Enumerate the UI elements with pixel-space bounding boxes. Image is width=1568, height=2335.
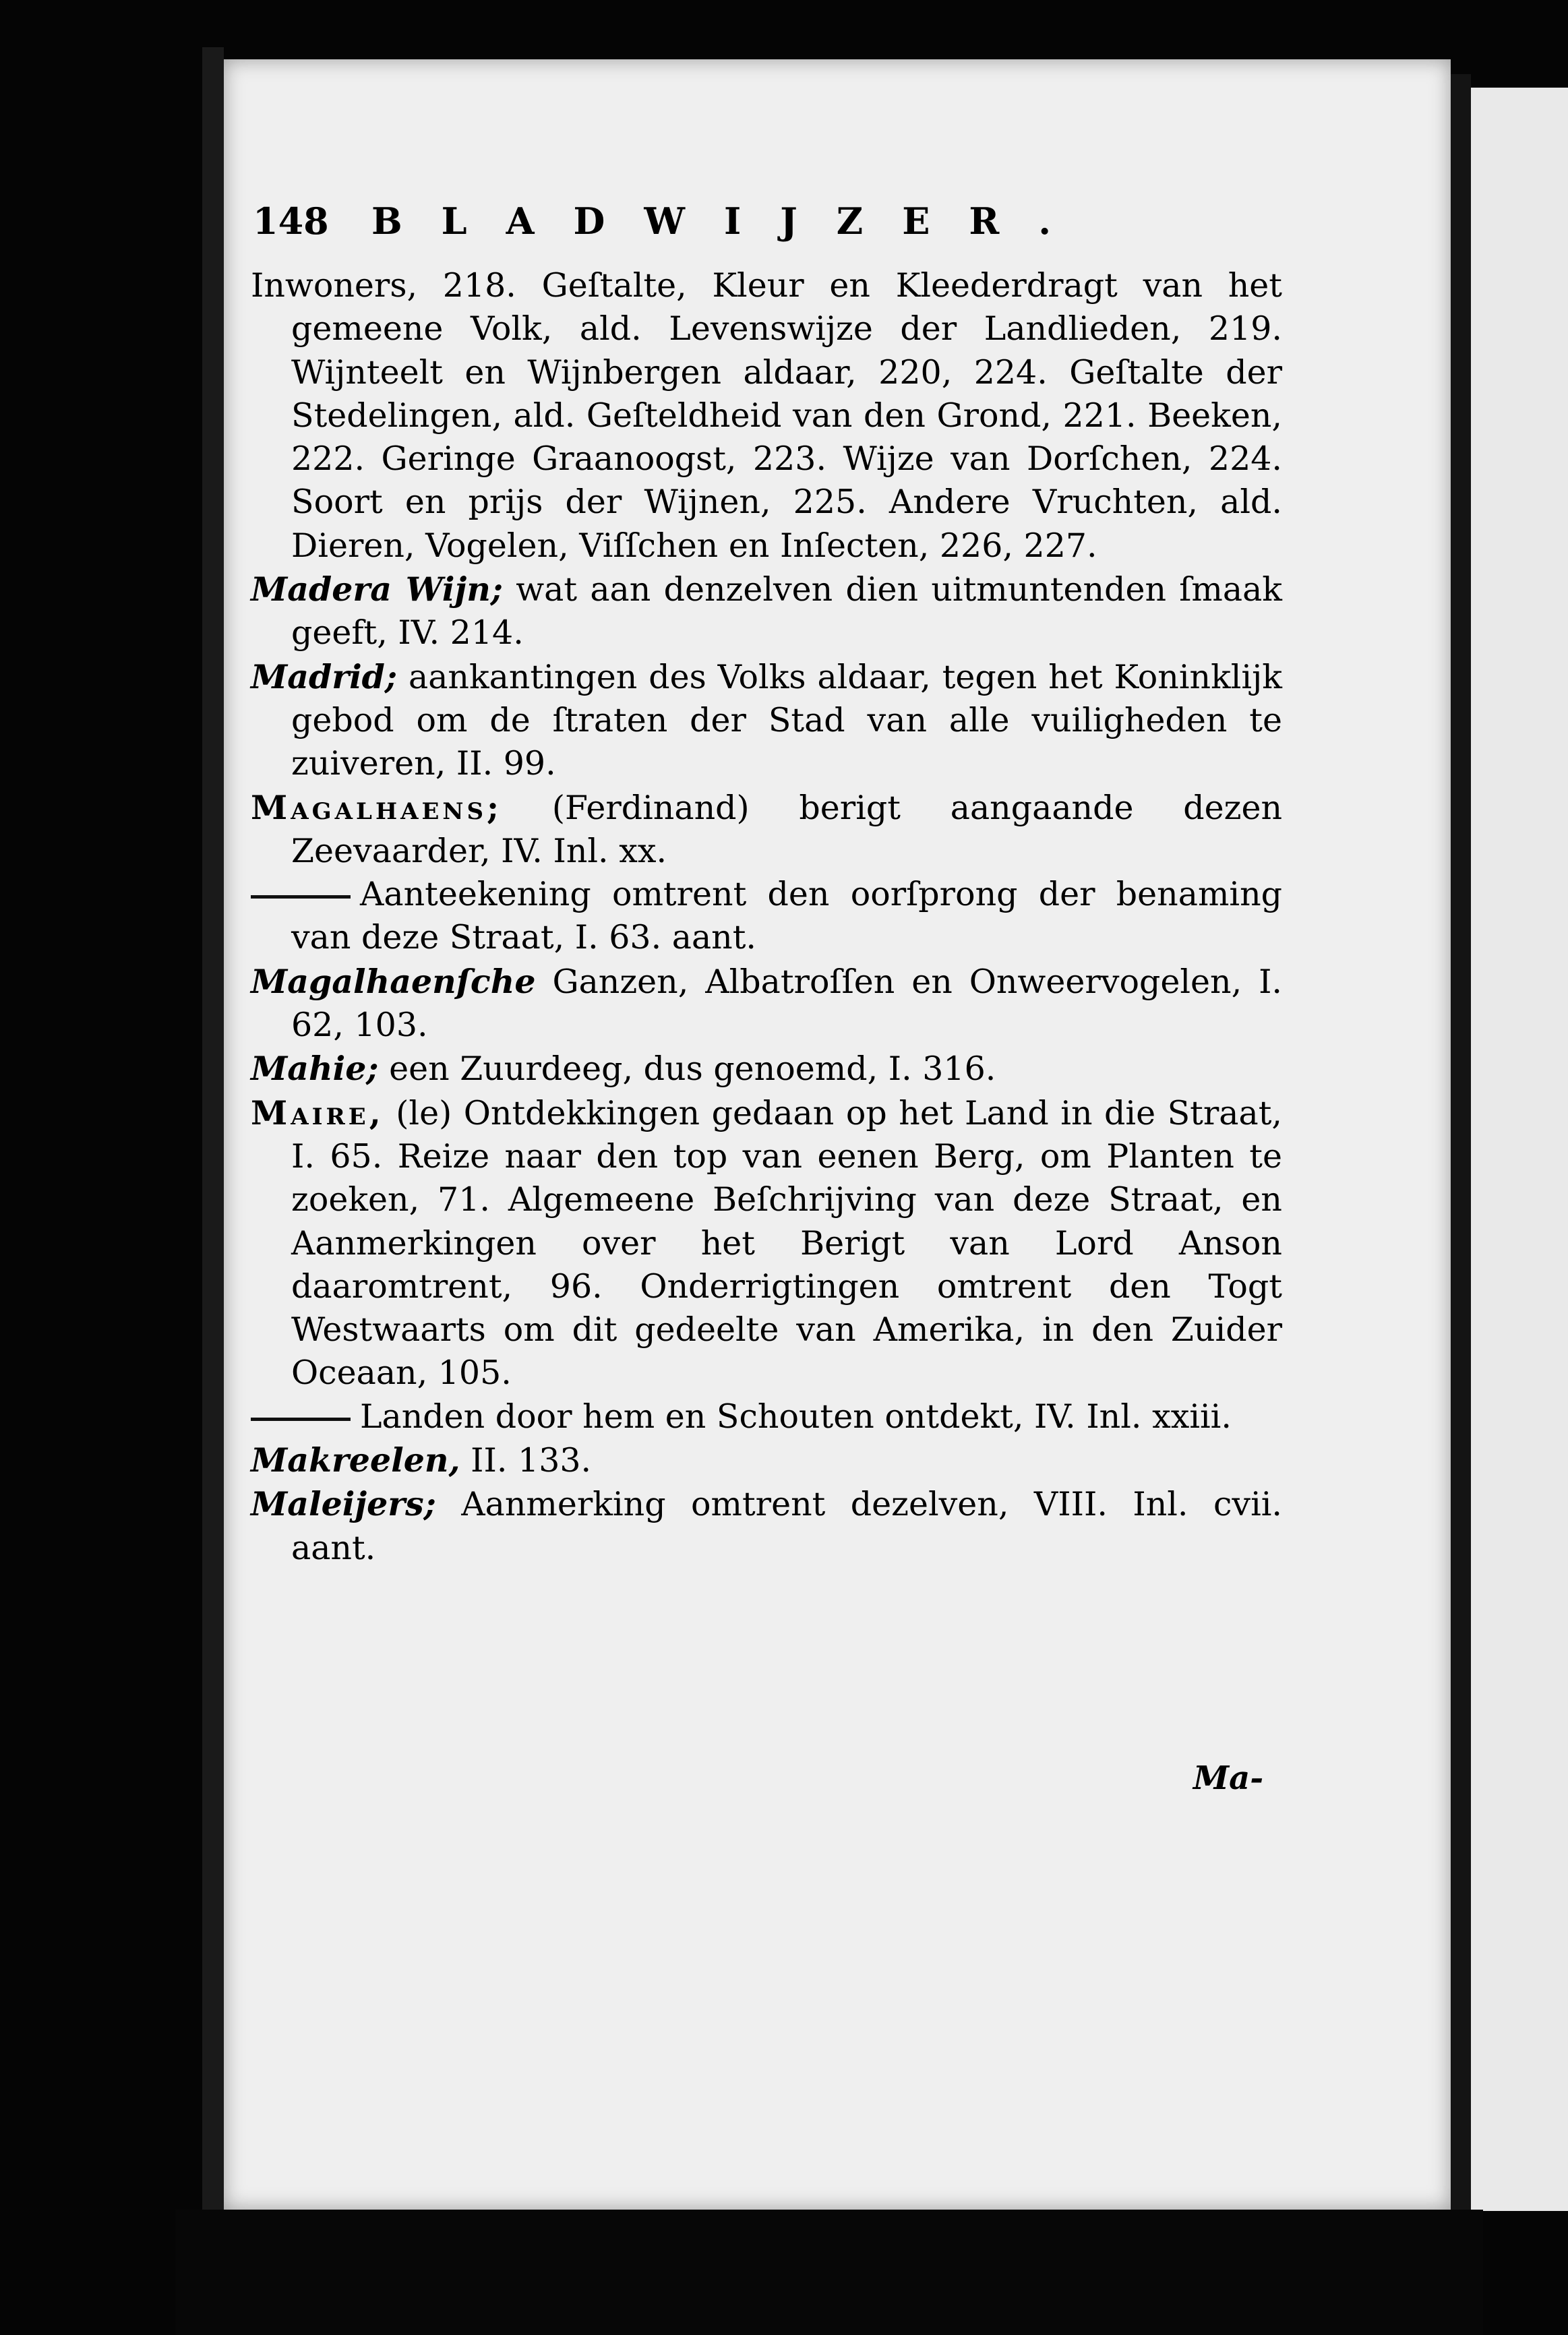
entry-text: Ganzen, Albatroſſen en Onweervogelen, I. 62, 103.	[291, 962, 1282, 1045]
entry-text: Aanteekening omtrent den oorſprong der benaming van deze Straat, I. 63. aant.	[291, 875, 1282, 957]
entry-headword: Mahie;	[251, 1049, 379, 1089]
entry-headword: Maire,	[251, 1093, 384, 1132]
index-entry	[251, 655, 1282, 786]
page-number: 148	[253, 200, 329, 243]
entry-text: (le) Ontdekkingen gedaan op het Land in die Straat, I. 65. Reize naar den top van eenen Berg, om Planten te zoeken, 71. Algemeene Beſchrijving van deze Straat, en Aanmerkingen over het Berigt van Lord Anson daaromtrent, 96. Onderrigtingen omtrent den Togt Westwaarts om dit gedeelte van Amerika, in den Zuider Oceaan, 105.	[291, 1093, 1282, 1393]
index-entry	[251, 264, 1282, 568]
entry-text: Inwoners, 218. Geſtalte, Kleur en Kleederdragt van het gemeene Volk, ald. Levenswijze der Landlieden, 219. Wijnteelt en Wijnbergen aldaar, 220, 224. Geſtalte der Stedelingen, ald. Geſteldheid van den Grond, 221. Beeken, 222. Geringe Graanoogst, 223. Wijze van Dorſchen, 224. Soort en prijs der Wijnen, 225. Andere Vruchten, ald. Dieren, Vogelen, Viſſchen en Inſecten, 226, 227.	[251, 266, 1282, 565]
entry-text: een Zuurdeeg, dus genoemd, I. 316.	[378, 1050, 996, 1089]
entry-headword: Maleijers;	[251, 1484, 436, 1524]
index-entry	[251, 960, 1282, 1048]
entry-headword: Madera Wijn;	[251, 570, 503, 609]
entry-text: Landen door hem en Schouten ontdekt, IV. Inl. xxiii.	[360, 1397, 1232, 1436]
entry-headword: Makreelen,	[251, 1441, 460, 1480]
ditto-dash	[251, 895, 351, 899]
entry-text: aankantingen des Volks aldaar, tegen het Koninklijk gebod om de ſtraten der Stad van alle vuiligheden te zuiveren, II. 99.	[291, 657, 1282, 783]
index-entry	[251, 1438, 1282, 1482]
entry-text: wat aan denzelven dien uitmuntenden ſmaak geeft, IV. 214.	[291, 570, 1282, 653]
index-entry	[251, 786, 1282, 874]
index-entry	[251, 568, 1282, 655]
ditto-dash	[251, 1418, 351, 1421]
entry-headword: Magalhaens;	[251, 787, 503, 827]
running-title: BLADWIJZER.	[371, 200, 1091, 243]
catchword: Ma-	[1193, 1759, 1264, 1797]
index-entry	[251, 1395, 1282, 1438]
index-entries	[251, 264, 1282, 1570]
index-entry	[251, 1091, 1282, 1395]
running-header	[253, 194, 1156, 248]
page-edge-shadow	[1451, 74, 1471, 2218]
entry-text: Aanmerking omtrent dezelven, VIII. Inl. cvii. aant.	[291, 1485, 1282, 1567]
entry-text: II. 133.	[460, 1441, 592, 1480]
entry-headword: Magalhaenſche	[251, 961, 536, 1001]
index-entry	[251, 873, 1282, 960]
book-gutter	[202, 47, 224, 2218]
index-entry	[251, 1047, 1282, 1091]
index-entry	[251, 1482, 1282, 1570]
facing-page-edge	[1471, 88, 1568, 2211]
entry-text: (Ferdinand) berigt aangaande dezen Zeevaarder, IV. Inl. xx.	[291, 788, 1282, 870]
scan-bottom-shadow	[175, 2210, 1483, 2335]
entry-headword: Madrid;	[251, 657, 398, 696]
